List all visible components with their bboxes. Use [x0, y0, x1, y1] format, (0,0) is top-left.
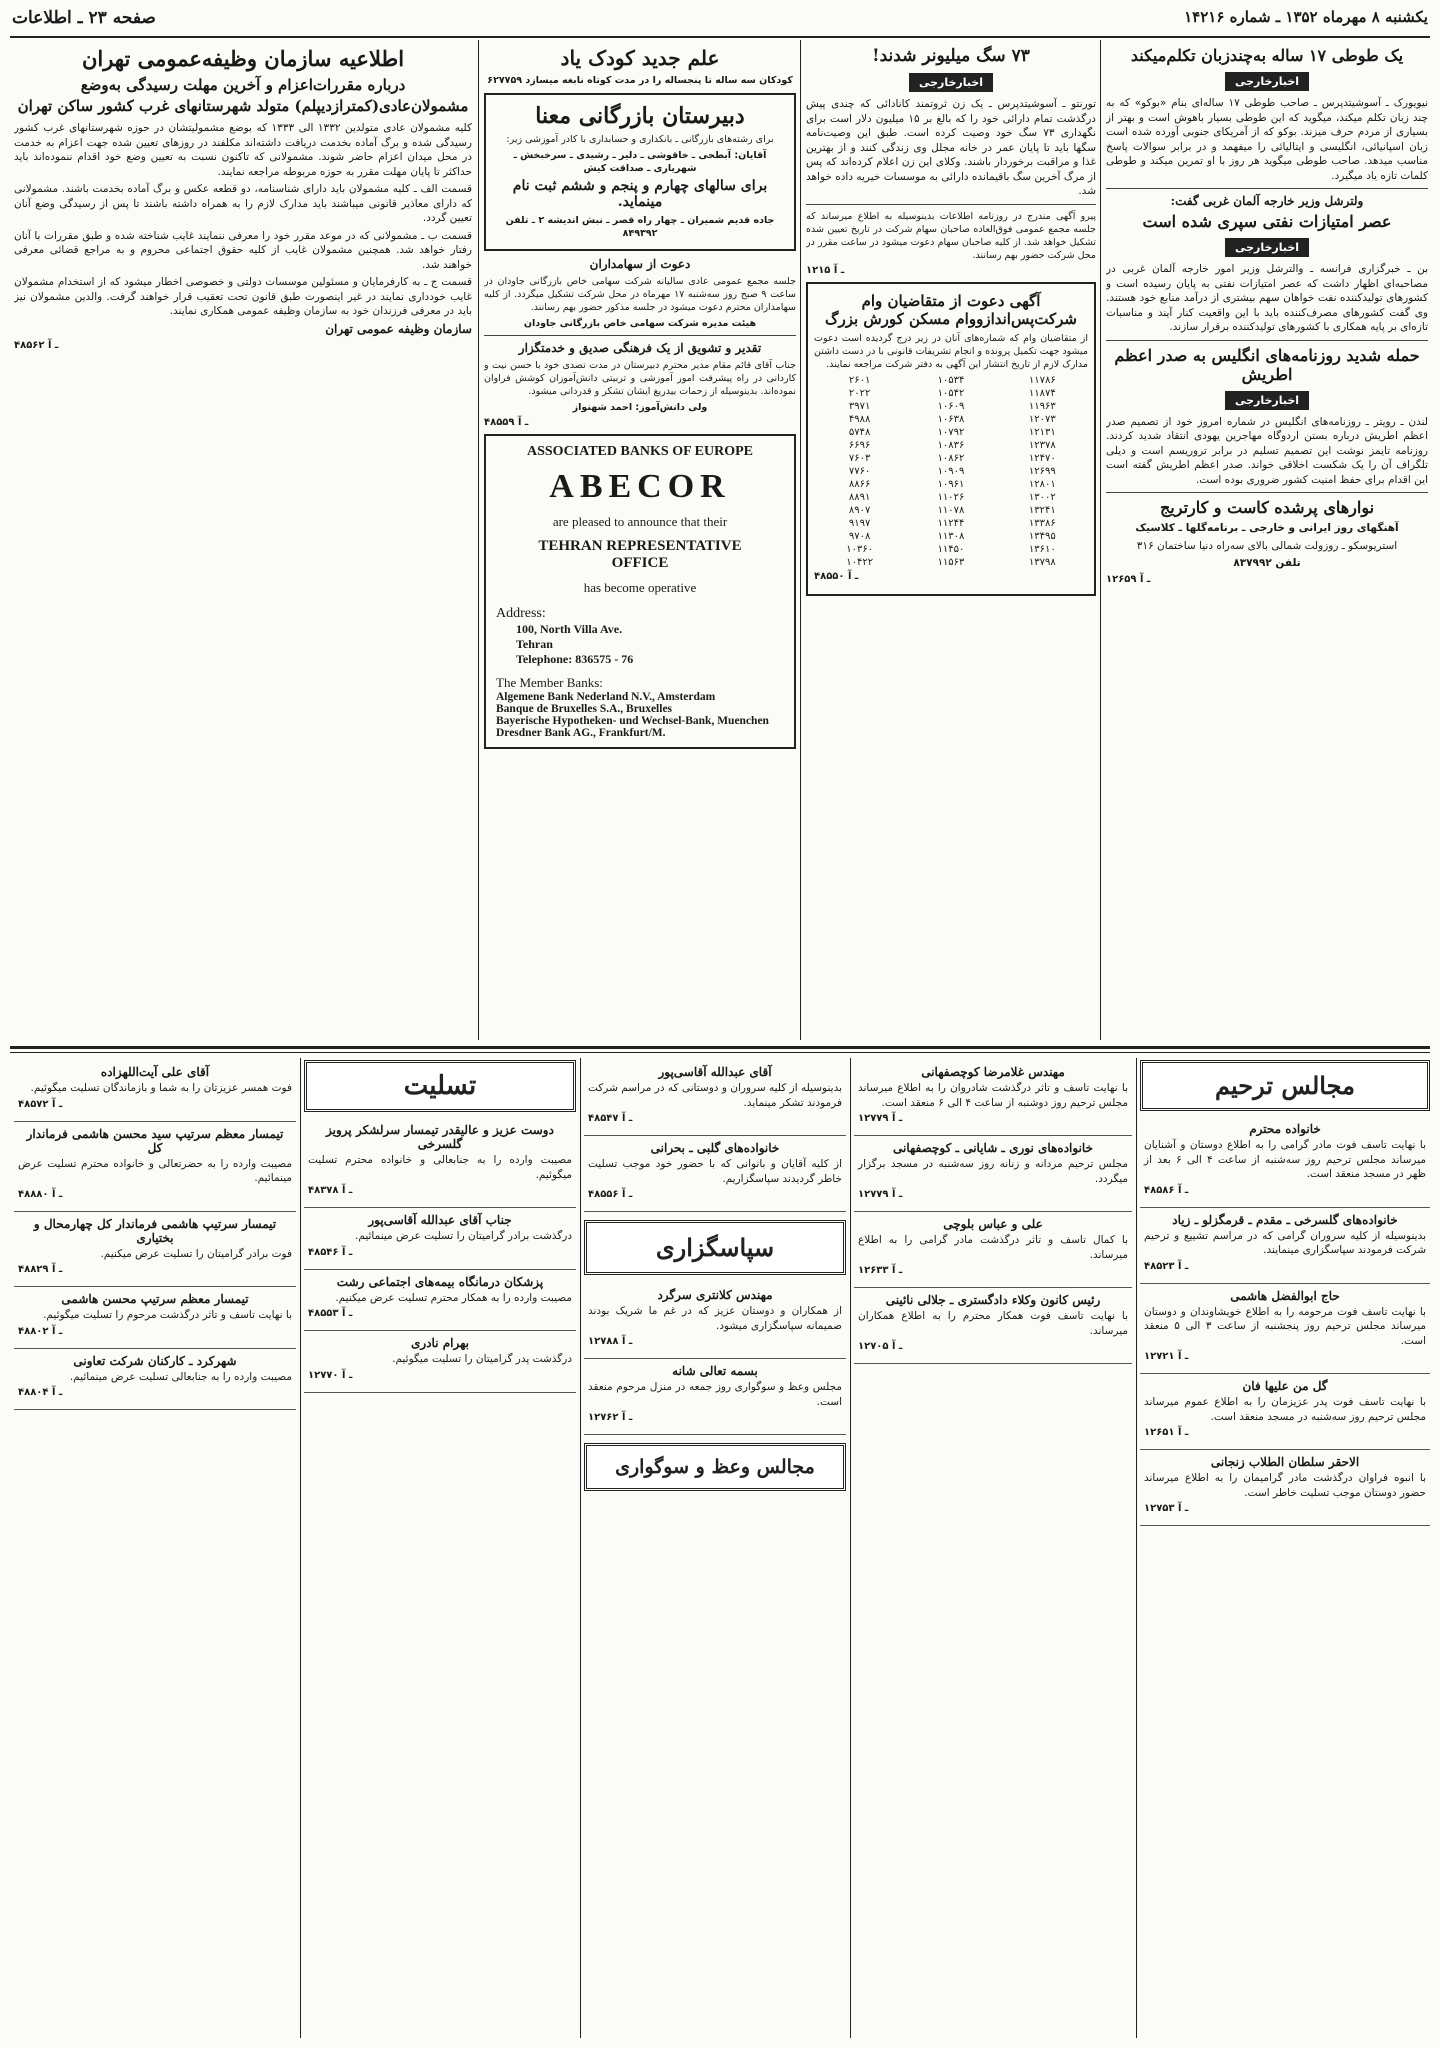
table-row: [814, 556, 1088, 569]
table-row: [814, 478, 1088, 491]
child-learning-sub: کودکان سه ساله تا پنجساله را در مدت کوتاه نابغه میسازد ۶۲۷۷۵۹: [487, 75, 793, 86]
classified-ad-body: با انبوه فراوان درگذشت مادر گرامیمان را به اطلاع میرساند حضور دوستان موجب تسلیت خاطر است.: [1144, 1472, 1426, 1499]
table-row: [814, 517, 1088, 530]
ad-cassette-address: استریوسکو ـ روزولت شمالی بالای سه‌راه دنیا ساختمان ۳۱۶: [1136, 539, 1398, 552]
ad-code: ۴۸۵۴۷ ـ آ: [588, 1113, 633, 1124]
classified-ad: [1140, 1450, 1430, 1526]
bottom-column-2: [854, 1060, 1132, 2040]
table-cell: ۱۰۴۲۲: [846, 556, 874, 568]
section-rule: [10, 1046, 1430, 1049]
school-teachers: آقایان: آبطحی ـ خاقوشی ـ دلیر ـ رشیدی ـ سرخبخش ـ شهریاری ـ صداقت کیش: [513, 150, 767, 174]
classified-ad: [304, 1270, 576, 1332]
classified-ad-title: دوست عزیز و عالیقدر تیمسار سرلشکر پرویز گلسرخی: [326, 1123, 554, 1151]
table-cell: ۱۲۰۷۳: [1028, 413, 1056, 425]
classified-ad-title: بهرام نادری: [411, 1336, 469, 1350]
shareholders-notice-sig: هیئت مدیره شرکت سهامی خاص بازرگانی جاودان: [523, 318, 757, 329]
ad-code: ۱۲۷۸۸ ـ آ: [588, 1336, 633, 1347]
col-divider: [478, 40, 479, 1040]
classified-ad-body: بدینوسیله از کلیه سروران گرامی که در مراسم تشییع و ترحیم شرکت فرمودند سپاسگزاری مینمایند.: [1144, 1229, 1426, 1256]
classified-ad-body: بدینوسیله از کلیه سروران و دوستانی که در مراسم شرکت فرمودند تشکر مینماید.: [588, 1082, 842, 1109]
foreign-news-tag: اخبارخارجی: [1225, 238, 1309, 257]
draft-notice-body-4: قسمت ج ـ به کارفرمایان و مسئولین موسسات دولتی و خصوصی اخطار میشود که از استخدام مشمولان غایب خودداری نمایند در غیر اینصورت طبق قانون تحت تعقیب قرار خواهند گرفت. والدین مشمولان نیز باید در معرفی فرزندان خود به سازمان وظیفه عمومی همکاری نمایند.: [14, 276, 472, 317]
table-cell: ۱۱۸۷۴: [1028, 387, 1056, 399]
col-divider: [580, 1058, 581, 2038]
headline-british-press: حمله شدید روزنامه‌های انگلیس به صدر اعظم اطریش: [1114, 345, 1420, 384]
classified-ad-title: علی و عباس بلوچی: [943, 1217, 1043, 1231]
table-cell: ۱۱۳۰۸: [937, 530, 965, 542]
notice-shareholders-body: پیرو آگهی مندرج در روزنامه اطلاعات بدینوسیله به اطلاع میرساند که جلسه مجمع عمومی فوق‌العاده صاحبان سهام شرکت در تاریخ تعیین شده تشکیل خواهد شد. از کلیه صاحبان سهام دعوت میشود در ساعت مقرر در محل شرکت حضور بهم رسانند.: [806, 210, 1096, 261]
article-british-press-body: لندن ـ رویتر ـ روزنامه‌های انگلیس در شماره امروز خود از تصمیم صدر اعظم اطریش درباره بستن اردوگاه مهاجرین یهودی انتقاد شدید کردند. روزنامه تایمز نوشت این تصمیم تسلیم در برابر تروریسم است و دیلی تلگراف آن را یک شکست اخلاقی خواند. صدر اعظم اطریش گفته است این اقدام برای حفظ امنیت کشور ضروری بوده است.: [1106, 415, 1428, 486]
ad-code: ۱۲۷۷۰ ـ آ: [308, 1369, 353, 1381]
table-cell: ۶۶۹۶: [848, 439, 871, 451]
banner-vaz: مجالس وعظ و سوگواری: [584, 1443, 846, 1491]
classified-ad-title: آقای علی آیت‌اللهزاده: [100, 1065, 210, 1079]
classified-ad: [14, 1122, 296, 1212]
school-registration: برای سالهای چهارم و پنجم و ششم ثبت نام مینماید.: [512, 178, 768, 210]
classified-ad-body: با نهایت تاسف و تاثر درگذشت مرحوم را تسلیت میگوئیم.: [43, 1309, 292, 1321]
draft-notice-signature: سازمان وظیفه عمومی تهران: [325, 321, 472, 336]
ad-code: ۱۲۶۵۱ ـ آ: [1144, 1427, 1189, 1438]
col-divider: [300, 1058, 301, 2038]
table-cell: ۲۶۰۱: [848, 374, 871, 386]
table-cell: ۱۰۹۶۱: [937, 478, 965, 490]
column-3: [484, 44, 796, 1040]
ad-code: ۴۸۵۵۳ ـ آ: [308, 1308, 353, 1319]
col-divider: [1136, 1058, 1137, 2038]
table-row: [814, 465, 1088, 478]
ad-code: ۴۸۳۷۸ ـ آ: [308, 1185, 353, 1196]
classified-ad: [304, 1331, 576, 1393]
page-label: صفحه ۲۳ ـ اطلاعات: [12, 8, 156, 28]
classified-ad-body: از کلیه آقایان و بانوانی که با حضور خود موجب تسلیت خاطر گردیدند سپاسگزاریم.: [588, 1158, 842, 1185]
ad-code: ۴۸۵۵۶ ـ آ: [588, 1189, 633, 1200]
table-cell: ۱۱۰۷۸: [937, 504, 965, 516]
table-cell: ۱۱۹۶۳: [1028, 400, 1056, 412]
table-cell: ۲۰۲۲: [848, 387, 871, 399]
classified-ad-title: گل من علیها فان: [1242, 1379, 1328, 1393]
classified-ad: [584, 1136, 846, 1212]
article-parrot-body: نیویورک ـ آسوشیتدپرس ـ صاحب طوطی ۱۷ ساله‌ای بنام «بوکو» که به چند زبان تکلم میکند، میگوید که این طوطی بسیار باهوش است و بهتر از بسیاری از مردم حرف میزند. بوکو که از آمریکای جنوبی آورده شده است زبان اسپانیائی، انگلیسی و ایتالیائی را میفهمد و در برابر سوالات پاسخ مناسب میدهد. صاحب طوطی میگوید هر روز با او تمرین میکند و طوطی کلمات تازه یاد میگیرد.: [1106, 97, 1428, 182]
classified-ad: [584, 1060, 846, 1136]
ad-code: ۴۸۵۶۲ ـ آ: [14, 339, 59, 351]
bottom-column-5: [14, 1060, 296, 2040]
classified-ad-title: رئیس کانون وکلاء دادگستری ـ جلالی نائینی: [885, 1293, 1101, 1307]
classified-ad-title: خانواده‌های گلسرخی ـ مقدم ـ قرمگزلو ـ زیاد: [1172, 1212, 1398, 1227]
ad-code: ۴۸۸۲۹ ـ آ: [18, 1264, 63, 1275]
classified-ad-body: درگذشت برادر گرامیتان را تسلیت عرض مینمائیم.: [355, 1230, 572, 1242]
thanks-title: تقدیر و تشویق از یک فرهنگی صدیق و خدمتگزار: [518, 341, 762, 355]
draft-notice-title: اطلاعیه سازمان وظیفه‌عمومی تهران: [81, 46, 405, 71]
ad-code: ۴۸۵۵۹ ـ آ: [484, 417, 529, 428]
ad-cassette-phone: تلفن ۸۳۷۹۹۲: [1233, 557, 1301, 569]
table-cell: ۱۰۵۴۲: [937, 387, 965, 399]
headline-dogs: ۷۳ سگ میلیونر شدند!: [872, 46, 1030, 66]
classified-ad: [584, 1283, 846, 1359]
classified-ad-body: درگذشت پدر گرامیتان را تسلیت میگوئیم.: [392, 1353, 572, 1365]
table-row: [814, 374, 1088, 387]
classified-ad-body: مصیبت وارده را به جنابعالی تسلیت عرض مینمائیم.: [69, 1370, 292, 1383]
ad-code: ۱۲۷۰۵ ـ آ: [858, 1341, 903, 1352]
table-cell: ۵۷۴۸: [848, 426, 871, 438]
loan-numbers-table: [814, 374, 1088, 569]
ad-code: ۱۲۷۷۹ ـ آ: [858, 1189, 903, 1200]
abecor-phone: Telephone: 836575 - 76: [516, 652, 634, 666]
ad-code: ۱۲۶۵۹ ـ آ: [1106, 573, 1151, 585]
table-cell: ۱۲۳۷۸: [1028, 439, 1056, 451]
ad-code: ۱۲۷۶۲ ـ آ: [588, 1412, 633, 1423]
ad-code: ۴۸۸۰۲ ـ آ: [18, 1325, 63, 1337]
abecor-office: TEHRAN REPRESENTATIVE OFFICE: [538, 538, 742, 571]
classified-ad-body: فوت همسر عزیزتان را به شما و بازماندگان تسلیت میگوئیم.: [30, 1082, 292, 1094]
table-cell: ۱۰۶۳۸: [937, 413, 965, 425]
classified-ad-title: جناب آقای عبدالله آقاسی‌پور: [368, 1213, 512, 1227]
abecor-address-2: Tehran: [516, 637, 553, 651]
table-cell: ۹۱۹۷: [848, 517, 871, 529]
classified-ad-title: تیمسار معظم سرتیپ سید محسن هاشمی فرماندار کل: [26, 1126, 284, 1155]
classified-ad-body: مجلس ترحیم مردانه و زنانه روز سه‌شنبه در مسجد برگزار میگردد.: [858, 1158, 1128, 1185]
ad-code: ۴۸۵۷۲ ـ آ: [18, 1098, 63, 1110]
classified-ad-body: مجلس وعظ و سوگواری روز جمعه در منزل مرحوم منعقد است.: [588, 1381, 842, 1408]
classified-ad: [854, 1136, 1132, 1212]
banner-majales: مجالس ترحیم: [1140, 1060, 1430, 1111]
table-row: [814, 543, 1088, 556]
classified-ad-body: از همکاران و دوستان عزیز که در غم ما شریک بودند صمیمانه سپاسگزاری میشود.: [588, 1305, 842, 1332]
classified-ad-title: مهندس غلامرضا کوچصفهانی: [921, 1065, 1065, 1079]
table-cell: ۱۰۸۳۶: [937, 439, 965, 451]
classified-ad-body: با نهایت تاسف فوت مرحومه را به اطلاع خویشاوندان و دوستان میرساند مجلس ترحیم روز پنجشنبه از ساعت ۳ الی ۵ منعقد است.: [1144, 1305, 1427, 1347]
column-2: [806, 44, 1096, 1040]
classified-ad-title: تیمسار سرتیپ هاشمی فرماندار کل چهارمحال و بختیاری: [33, 1216, 277, 1245]
foreign-news-tag: اخبارخارجی: [1225, 72, 1309, 91]
table-row: [814, 491, 1088, 504]
ad-code: ۴۸۵۸۶ ـ آ: [1144, 1184, 1189, 1196]
col-divider: [800, 40, 801, 1040]
foreign-news-tag: اخبارخارجی: [1225, 391, 1309, 410]
header-rule: [10, 36, 1430, 38]
table-cell: ۸۸۶۶: [848, 478, 871, 490]
school-body: برای رشته‌های بازرگانی ـ بانکداری و حسابداری با کادر آموزشی زیر:: [506, 134, 774, 145]
foreign-news-tag: اخبارخارجی: [909, 73, 993, 92]
ad-cassette-body: آهنگهای روز ایرانی و خارجی ـ برنامه‌گلها ـ کلاسیک: [1135, 522, 1399, 534]
abecor-logo: ABECOR: [549, 468, 731, 505]
banner-sepas: سپاسگزاری: [584, 1220, 846, 1275]
ad-code: ۱۲۷۵۳ ـ آ: [1144, 1503, 1189, 1514]
classified-ad-body: با نهایت تاسف فوت مادر گرامی را به اطلاع دوستان و آشنایان میرساند مجلس ترحیم روز سه‌شنبه از ساعت ۴ الی ۶ بعد از ظهر در مسجد منعقد است.: [1144, 1139, 1426, 1180]
classified-ad: [14, 1287, 296, 1349]
classified-ad: [1140, 1208, 1430, 1284]
table-cell: ۱۱۵۶۳: [937, 556, 965, 568]
ad-code: ۱۲۶۳۳ ـ آ: [858, 1265, 903, 1276]
article-dogs-body: تورنتو ـ آسوشیتدپرس ـ یک زن ثروتمند کانادائی که چندی پیش درگذشت تمام دارائی خود را که بالغ بر ۱۵ میلیون دلار است برای نگهداری ۷۳ سگ خود وصیت کرده است. طبق این وصیت‌نامه سگها باید تا پایان عمر در خانه مجلل وی زندگی کنند و از بهترین غذا و مراقبت برخوردار باشند. وکلای این زن اعلام کرده‌اند که پس از مرگ آخرین سگ باقیمانده دارائی به موسسات خیریه داده خواهد شد.: [806, 98, 1096, 197]
classified-ad-title: تیمسار معظم سرتیپ محسن هاشمی: [61, 1292, 249, 1306]
table-cell: ۸۸۹۱: [848, 491, 871, 503]
classified-ad: [854, 1212, 1132, 1288]
table-cell: ۱۱۰۲۶: [937, 491, 965, 503]
table-cell: ۱۰۹۰۹: [937, 465, 965, 477]
classified-ad-title: خانواده‌های گلبی ـ بحرانی: [650, 1141, 780, 1155]
table-cell: ۱۰۵۳۴: [937, 374, 965, 386]
classified-ad: [14, 1212, 296, 1288]
table-row: [814, 504, 1088, 517]
ad-cassette-title: نوارهای پرشده کاست و کارتریج: [1159, 498, 1375, 517]
ad-code: ۱۲۱۵ ـ آ: [806, 264, 845, 276]
table-cell: ۱۲۴۷۰: [1028, 452, 1056, 464]
loan-notice-title: آگهی دعوت از متقاضیان وام شرکت‌پس‌انداز‌ووام مسکن کورش‌ بزرگ: [825, 291, 1077, 328]
section-rule: [10, 1052, 1430, 1053]
table-cell: ۱۱۲۴۴: [937, 517, 965, 529]
table-cell: ۷۷۶۰: [848, 465, 871, 477]
classified-ad-title: الاحقر سلطان الطلاب زنجانی: [1210, 1455, 1360, 1469]
table-row: [814, 530, 1088, 543]
classified-ad: [14, 1349, 296, 1411]
classified-ad-body: مصیبت وارده را به حضرتعالی و خانواده محترم تسلیت عرض مینمائیم.: [18, 1157, 292, 1184]
table-cell: ۱۲۶۹۹: [1028, 465, 1056, 477]
abecor-address-label: Address:: [496, 606, 546, 621]
article-oil-body: بن ـ خبرگزاری فرانسه ـ والترشل وزیر امور خارجه آلمان غربی در مصاحبه‌ای اظهار داشت که عصر امتیازات نفتی به پایان رسیده است و کشورهای تولیدکننده نفت خواهان سهم بیشتری از درآمد منابع خود هستند. وی گفت کشورهای مصرف‌کننده باید با این واقعیت کنار آیند و مناسبات تازه‌ای بر پایه همکاری با کشورهای تولیدکننده برقرار سازند.: [1106, 263, 1428, 333]
ad-code: ۱۲۷۲۱ ـ آ: [1144, 1351, 1189, 1362]
classified-ad-title: خانواده محترم: [1249, 1122, 1321, 1136]
loan-notice-box: [806, 282, 1096, 596]
table-row: [814, 452, 1088, 465]
classified-ad-title: بسمه تعالی شانه: [672, 1364, 758, 1378]
draft-notice-body-2: قسمت الف ـ کلیه مشمولان باید دارای شناسنامه، دو قطعه عکس و برگ آماده بخدمت باشند. مشمولانی که دارای معاذیر قانونی میباشند باید مدارک لازم را به همراه داشته باشند تا پس از رسیدگی وضع آنان تعیین گردد.: [14, 183, 472, 224]
abecor-member-2: Banque de Bruxelles S.A., Bruxelles: [496, 703, 673, 715]
abecor-line3: has become operative: [583, 580, 697, 595]
classified-ad: [304, 1208, 576, 1270]
abecor-line1: ASSOCIATED BANKS OF EUROPE: [527, 444, 753, 459]
draft-notice-subtitle: درباره مقررات‌اعزام و آخرین مهلت رسیدگی به‌وضع مشمولان‌عادی(کمتر‌ازدیپلم) متولد شهرستانهای غرب کشور ساکن تهران: [17, 76, 469, 115]
table-row: [814, 400, 1088, 413]
school-address: جاده قدیم شمیران ـ چهار راه قصر ـ نبش اندیشه ۲ ـ تلفن ۸۴۹۳۹۲: [505, 215, 775, 239]
classified-ad: [584, 1359, 846, 1435]
classified-ad-body: با نهایت تاسف و تاثر درگذشت شادروان را به اطلاع میرساند مجلس ترحیم روز دوشنبه از ساعت ۴ الی ۶ منعقد است.: [858, 1082, 1128, 1109]
table-cell: ۱۳۰۰۲: [1028, 491, 1056, 503]
classified-ad: [14, 1060, 296, 1122]
table-cell: ۱۲۸۰۱: [1028, 478, 1056, 490]
table-cell: ۹۷۰۸: [848, 530, 871, 542]
table-row: [814, 413, 1088, 426]
table-row: [814, 426, 1088, 439]
table-cell: ۱۰۸۶۲: [937, 452, 965, 464]
banner-tasliat: تسلیت: [304, 1060, 576, 1112]
draft-notice-body-1: کلیه مشمولان عادی متولدین ۱۳۳۲ الی ۱۳۳۳ که بوضع مشمولیتشان در حوزه شهرستانهای غرب کشور رسیدگی شده و برگ آماده بخدمت دریافت داشته‌اند مکلفند در روزهای تعیین شده جهت اعزام به خدمت در محل میدان اعزام حاضر شوند. مشمولانی که تاکنون نسبت به تعیین وضع خود اقدام ننموده‌اند باید حداکثر تا پایان مهلت مقرر به حوزه مربوطه مراجعه نمایند.: [14, 122, 472, 178]
classified-ad-body: مصیبت وارده را به همکار محترم تسلیت عرض میکنیم.: [335, 1291, 572, 1304]
table-cell: ۱۱۷۸۶: [1028, 374, 1056, 386]
col-divider: [1100, 40, 1101, 1040]
school-title: دبیرستان بازرگانی معنا: [535, 103, 745, 129]
classified-ad-title: حاج ابوالفضل هاشمی: [1230, 1288, 1340, 1303]
issue-date: یکشنبه ۸ مهرماه ۱۳۵۲ ـ شماره ۱۴۲۱۶: [1184, 8, 1428, 26]
draft-notice-body-3: قسمت ب ـ مشمولانی که در موعد مقرر خود را معرفی ننمایند غایب شناخته شده و طبق مقررات با آنان رفتار خواهد شد. همچنین مشمولان غایب از کلیه حقوق اجتماعی محروم و به مراجع قضائی معرفی خواهند شد.: [14, 229, 472, 271]
abecor-line2: are pleased to announce that their: [552, 514, 728, 529]
abecor-member-3: Bayerische Hypotheken- und Wechsel-Bank, Muenchen: [496, 715, 769, 727]
abecor-member-1: Algemene Bank Nederland N.V., Amsterdam: [496, 691, 716, 703]
abecor-ad-box: [484, 434, 796, 749]
column-4: [14, 44, 472, 1040]
classified-ad-body: با نهایت تاسف فوت همکار محترم را به اطلاع همکاران میرساند.: [858, 1310, 1128, 1337]
ad-code: ۴۸۵۵۰ ـ آ: [814, 570, 859, 582]
table-cell: ۱۱۴۵۰: [937, 543, 965, 555]
classified-ad-title: شهرکرد ـ کارکنان شرکت تعاونی: [73, 1353, 237, 1368]
bottom-column-3: [584, 1060, 846, 2040]
table-cell: ۱۳۲۴۱: [1028, 504, 1056, 516]
headline-parrot: یک طوطی ۱۷ ساله به‌چندزبان تکلم‌میکند: [1130, 46, 1404, 65]
table-cell: ۱۲۱۳۱: [1028, 426, 1056, 438]
shareholders-notice-body: جلسه مجمع عمومی عادی سالیانه شرکت سهامی خاص بازرگانی جاودان در ساعت ۹ صبح روز سه‌شنبه ۱۷ مهرماه در محل شرکت تشکیل میگردد. از کلیه سهامداران محترم دعوت میشود در جلسه مذکور حضور بهم رسانند.: [484, 276, 796, 313]
thanks-body: جناب آقای قائم مقام مدیر محترم دبیرستان در مدت تصدی خود با حسن نیت و کاردانی در راه پیشرفت امور آموزشی و تربیتی دانش‌آموزان کوشش فراوان نموده‌اند. بدینوسیله از زحمات بیدریغ ایشان تشکر و قدردانی میشود.: [484, 360, 796, 397]
classified-ad-title: آقای عبدالله آقاسی‌پور: [658, 1065, 772, 1079]
table-cell: ۱۳۳۸۶: [1028, 517, 1056, 529]
classified-ad: [854, 1060, 1132, 1136]
abecor-member-4: Dresdner Bank AG., Frankfurt/M.: [496, 727, 666, 739]
classified-ad: [854, 1288, 1132, 1364]
ad-code: ۱۲۷۷۹ ـ آ: [858, 1113, 903, 1124]
classified-ad-title: پزشکان درمانگاه بیمه‌های اجتماعی رشت: [336, 1274, 544, 1289]
table-cell: ۷۶۰۳: [848, 452, 871, 464]
thanks-sig: ولی دانش‌آموز: احمد شهنواز: [572, 402, 708, 413]
abecor-members-label: The Member Banks:: [496, 675, 603, 690]
ad-code: ۴۸۸۰۴ ـ آ: [18, 1387, 63, 1398]
headline-scheel-kicker: ولتر‌شل وزیر خارجه آلمان غربی گفت:: [1170, 194, 1364, 208]
abecor-address-1: 100, North Villa Ave.: [516, 622, 623, 636]
col-divider: [850, 1058, 851, 2038]
loan-notice-body: از متقاضیان وام که شماره‌های آنان در زیر درج گردیده است دعوت میشود جهت تکمیل پرونده و انجام تشریفات قانونی با در دست داشتن مدارک لازم از تاریخ انتشار این آگهی به دفتر شرکت مراجعه نمایند.: [814, 332, 1088, 370]
headline-oil-concessions: عصر امتیازات نفتی سپری شده است: [1142, 212, 1392, 231]
table-cell: ۱۳۶۱۰: [1028, 543, 1056, 555]
table-cell: ۱۰۶۰۹: [937, 400, 965, 412]
classified-ad: [1140, 1374, 1430, 1450]
table-cell: ۴۹۸۸: [848, 413, 871, 425]
headline-child-learning: علم جدید کودک یاد: [560, 46, 720, 70]
classified-ad-body: با کمال تاسف و تاثر درگذشت مادر گرامی را به اطلاع میرساند.: [858, 1234, 1128, 1261]
classified-ad: [1140, 1117, 1430, 1208]
classified-ad-title: مهندس کلانتری سرگرد: [657, 1288, 773, 1302]
bottom-column-1: [1140, 1060, 1430, 2040]
table-cell: ۸۹۰۷: [848, 504, 871, 516]
classified-ad-title: خانواده‌های نوری ـ شایانی ـ کوچصفهانی: [893, 1141, 1093, 1155]
classified-ad: [1140, 1284, 1430, 1375]
classified-ad-body: فوت برادر گرامیتان را تسلیت عرض میکنیم.: [100, 1247, 292, 1260]
classified-ad-body: با نهایت تاسف فوت پدر عزیزمان را به اطلاع عموم میرساند مجلس ترحیم روز سه‌شنبه در مسجد منعقد است.: [1144, 1396, 1426, 1423]
classified-ad: [304, 1118, 576, 1208]
ad-code: ۴۸۸۸۰ ـ آ: [18, 1188, 63, 1200]
table-cell: ۱۳۴۹۵: [1028, 530, 1056, 542]
table-cell: ۳۹۷۱: [848, 400, 871, 412]
table-cell: ۱۳۷۹۸: [1028, 556, 1056, 568]
classified-ad-body: مصیبت وارده را به جنابعالی و خانواده محترم تسلیت میگوئیم.: [308, 1154, 572, 1181]
school-ad-box: [484, 93, 796, 251]
ad-code: ۴۸۵۲۳ ـ آ: [1144, 1260, 1189, 1272]
bottom-column-4: [304, 1060, 576, 2040]
column-1: [1106, 44, 1428, 1040]
ad-code: ۴۸۵۴۶ ـ آ: [308, 1246, 353, 1258]
table-cell: ۱۰۷۹۲: [937, 426, 965, 438]
shareholders-notice-title: دعوت از سهامداران: [589, 257, 691, 271]
table-row: [814, 387, 1088, 400]
table-cell: ۱۰۳۶۰: [846, 543, 874, 555]
table-row: [814, 439, 1088, 452]
